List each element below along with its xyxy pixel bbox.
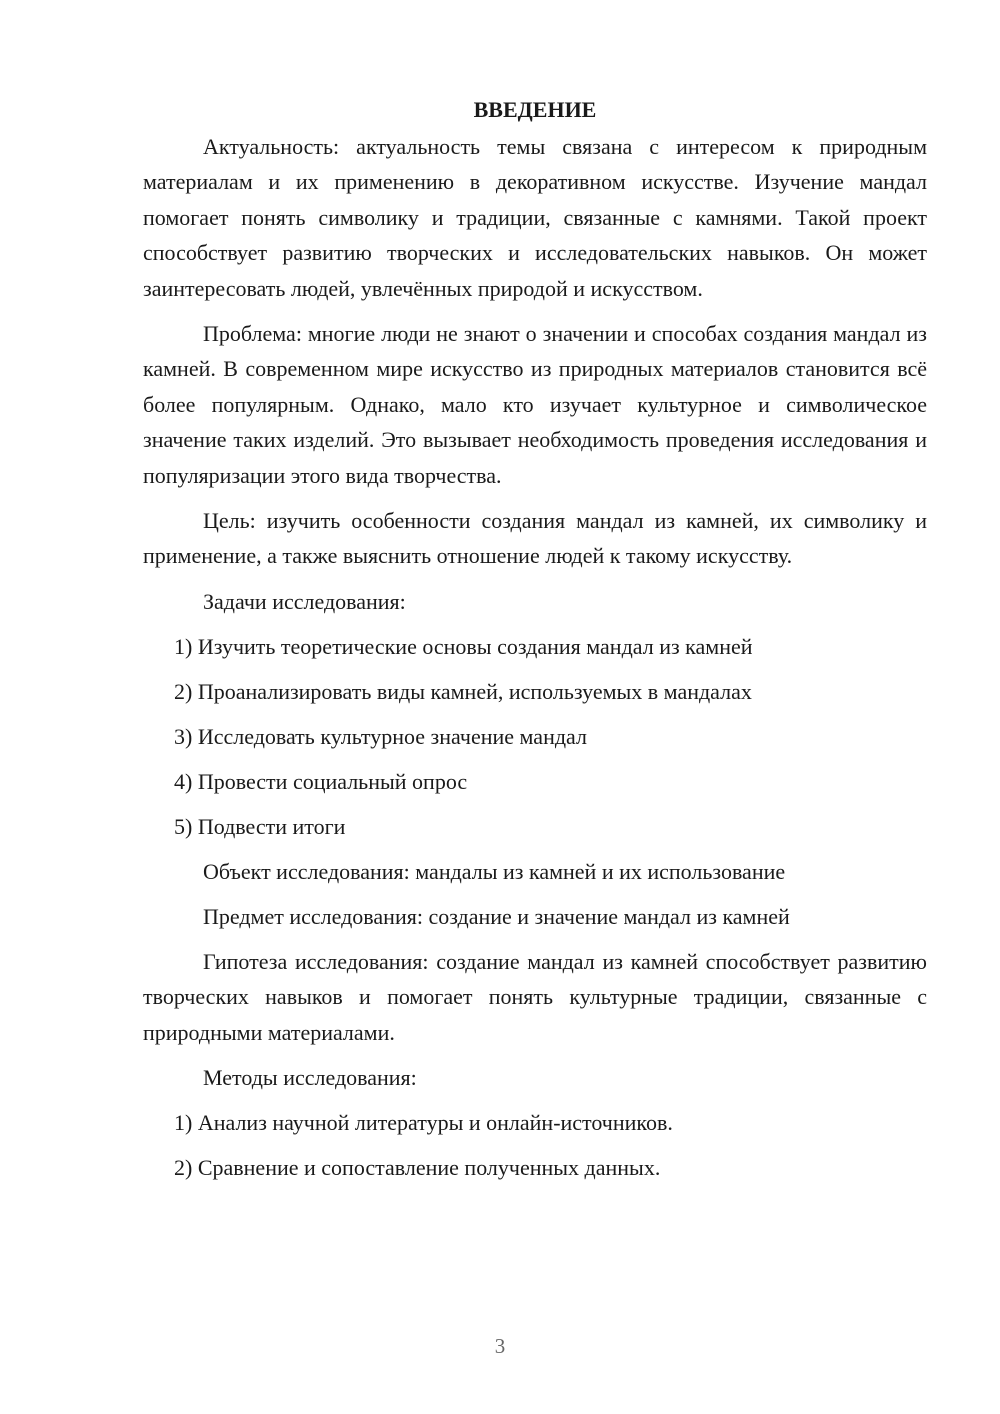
relevance-paragraph: Актуальность: актуальность темы связана с интересом к природным материалам и их применению в декоративном искусстве. Изучение мандал помогает понять символику и традиции, связанные с камнями. Такой проект способствует развитию творческих и исследовательских навыков. Он может заинтересовать людей, увлечённых природой и искусством. bbox=[143, 134, 927, 301]
tasks-list bbox=[143, 629, 927, 844]
page-number: 3 bbox=[494, 1334, 506, 1358]
task-item: 3) Исследовать культурное значение мандал bbox=[174, 723, 587, 749]
method-item: 2) Сравнение и сопоставление полученных данных. bbox=[174, 1155, 661, 1181]
task-item: 2) Проанализировать виды камней, используемых в мандалах bbox=[174, 678, 752, 704]
goal-paragraph: Цель: изучить особенности создания мандал из камней, их символику и применение, а также выяснить отношение людей к такому искусству. bbox=[143, 508, 927, 569]
section-title: ВВЕДЕНИЕ bbox=[473, 97, 597, 122]
task-item: 5) Подвести итоги bbox=[174, 813, 346, 839]
task-item: 1) Изучить теоретические основы создания мандал из камней bbox=[174, 633, 753, 659]
page-content bbox=[143, 92, 927, 1195]
task-item: 4) Провести социальный опрос bbox=[174, 768, 468, 794]
hypothesis-paragraph: Гипотеза исследования: создание мандал из камней способствует развитию творческих навыков и помогает понять культурные традиции, связанные с природными материалами. bbox=[143, 948, 927, 1045]
methods-list bbox=[143, 1105, 927, 1185]
subject-line: Предмет исследования: создание и значение мандал из камней bbox=[203, 903, 790, 929]
method-item: 1) Анализ научной литературы и онлайн-источников. bbox=[174, 1110, 673, 1136]
object-line: Объект исследования: мандалы из камней и их использование bbox=[203, 858, 786, 884]
methods-heading: Методы исследования: bbox=[203, 1065, 417, 1091]
problem-paragraph: Проблема: многие люди не знают о значении и способах создания мандал из камней. В современном мире искусство из природных материалов становится всё более популярным. Однако, мало кто изучает культурное и символическое значение таких изделий. Это вызывает необходимость проведения исследования и популяризации этого вида творчества. bbox=[143, 321, 927, 488]
tasks-heading: Задачи исследования: bbox=[203, 588, 406, 614]
